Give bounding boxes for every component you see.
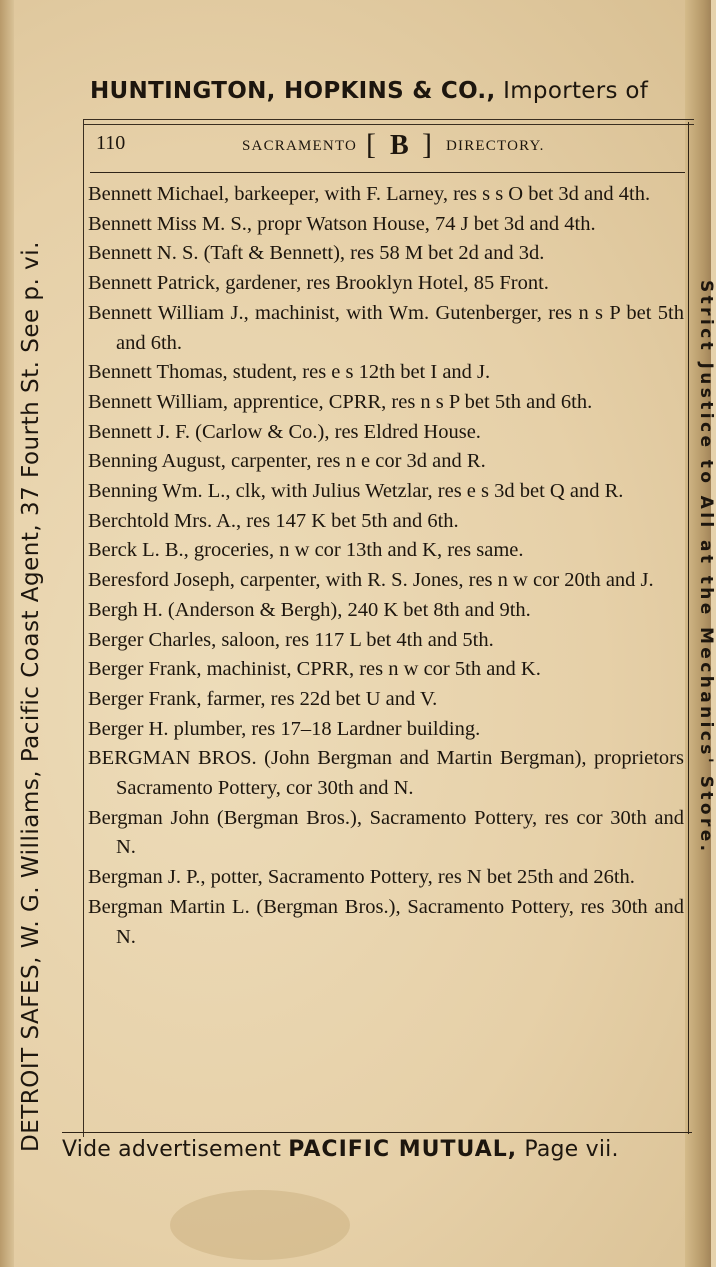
directory-entry: Beresford Joseph, carpenter, with R. S. Jones, res n w cor 20th and J.: [88, 569, 654, 592]
directory-entry: Benning Wm. L., clk, with Julius Wetzlar, res e s 3d bet Q and R.: [88, 480, 624, 503]
directory-entry: Bergman Martin L. (Bergman Bros.), Sacramento Pottery, res 30th and N.: [88, 895, 684, 948]
directory-entry: Bergman John (Bergman Bros.), Sacramento Pottery, res cor 30th and N.: [88, 806, 684, 859]
directory-entry: Bennett Michael, barkeeper, with F. Larney, res s s O bet 3d and 4th.: [88, 183, 651, 205]
footer-company: PACIFIC MUTUAL,: [288, 1137, 518, 1162]
frame-rule-left: [83, 119, 84, 1137]
section-letter: B: [390, 130, 409, 161]
frame-rule-top: [84, 119, 694, 120]
directory-entry: BERGMAN BROS. (John Bergman and Martin Bergman), proprietors Sacramento Pottery, cor 30th and N.: [88, 747, 684, 800]
directory-entry: Berger Frank, machinist, CPRR, res n w cor 5th and K.: [88, 658, 541, 681]
advertiser-name: HUNTINGTON, HOPKINS & CO.,: [90, 78, 496, 104]
right-margin-advertisement: Strict Justice to All at the Mechanics' Store.: [696, 280, 716, 855]
top-advertisement-header: [90, 78, 690, 104]
directory-entry: Bergh H. (Anderson & Bergh), 240 K bet 8th and 9th.: [88, 598, 531, 621]
frame-rule-top-inner: [84, 124, 694, 125]
running-head: [96, 130, 686, 164]
paper-stain: [170, 1190, 350, 1260]
bracket-left: [: [366, 128, 376, 161]
frame-rule-bottom: [62, 1132, 692, 1133]
directory-entry: Berger Charles, saloon, res 117 L bet 4th and 5th.: [88, 628, 494, 651]
directory-entry: Berger H. plumber, res 17–18 Lardner building.: [88, 717, 481, 740]
directory-entry: Bennett N. S. (Taft & Bennett), res 58 M bet 2d and 3d.: [88, 242, 545, 265]
directory-entry: Bergman J. P., potter, Sacramento Pottery, res N bet 25th and 26th.: [88, 866, 635, 889]
directory-entry: Berger Frank, farmer, res 22d bet U and V.: [88, 687, 438, 710]
directory-entry: Berck L. B., groceries, n w cor 13th and K, res same.: [88, 539, 524, 562]
directory-entry: Bennett Thomas, student, res e s 12th bet I and J.: [88, 361, 491, 384]
footer-lead: Vide advertisement: [62, 1137, 282, 1162]
bottom-advertisement-footer: [62, 1137, 702, 1162]
running-head-title: DIRECTORY.: [446, 138, 545, 154]
bracket-right: ]: [422, 128, 432, 161]
footer-page-ref: Page vii.: [524, 1137, 619, 1162]
directory-entry: Bennett J. F. (Carlow & Co.), res Eldred House.: [88, 420, 481, 443]
directory-entry: Berchtold Mrs. A., res 147 K bet 5th and 6th.: [88, 509, 459, 532]
left-margin-advertisement: DETROIT SAFES, W. G. Williams, Pacific Coast Agent, 37 Fourth St. See p. vi.: [18, 241, 44, 1152]
directory-entry: Bennett William, apprentice, CPRR, res n s P bet 5th and 6th.: [88, 390, 593, 413]
frame-rule-right: [688, 122, 689, 1134]
directory-entry: Benning August, carpenter, res n e cor 3d and R.: [88, 450, 486, 473]
directory-entries: [88, 180, 684, 952]
page-left-edge: [0, 0, 14, 1267]
running-head-rule: [90, 172, 685, 173]
directory-entry: Bennett William J., machinist, with Wm. Gutenberger, res n s P bet 5th and 6th.: [88, 301, 684, 354]
advertiser-tagline: Importers of: [503, 78, 649, 104]
running-head-city: SACRAMENTO: [242, 138, 358, 154]
directory-entry: Bennett Miss M. S., propr Watson House, 74 J bet 3d and 4th.: [88, 212, 596, 235]
directory-entry: Bennett Patrick, gardener, res Brooklyn Hotel, 85 Front.: [88, 272, 549, 295]
page-number: 110: [96, 132, 126, 154]
